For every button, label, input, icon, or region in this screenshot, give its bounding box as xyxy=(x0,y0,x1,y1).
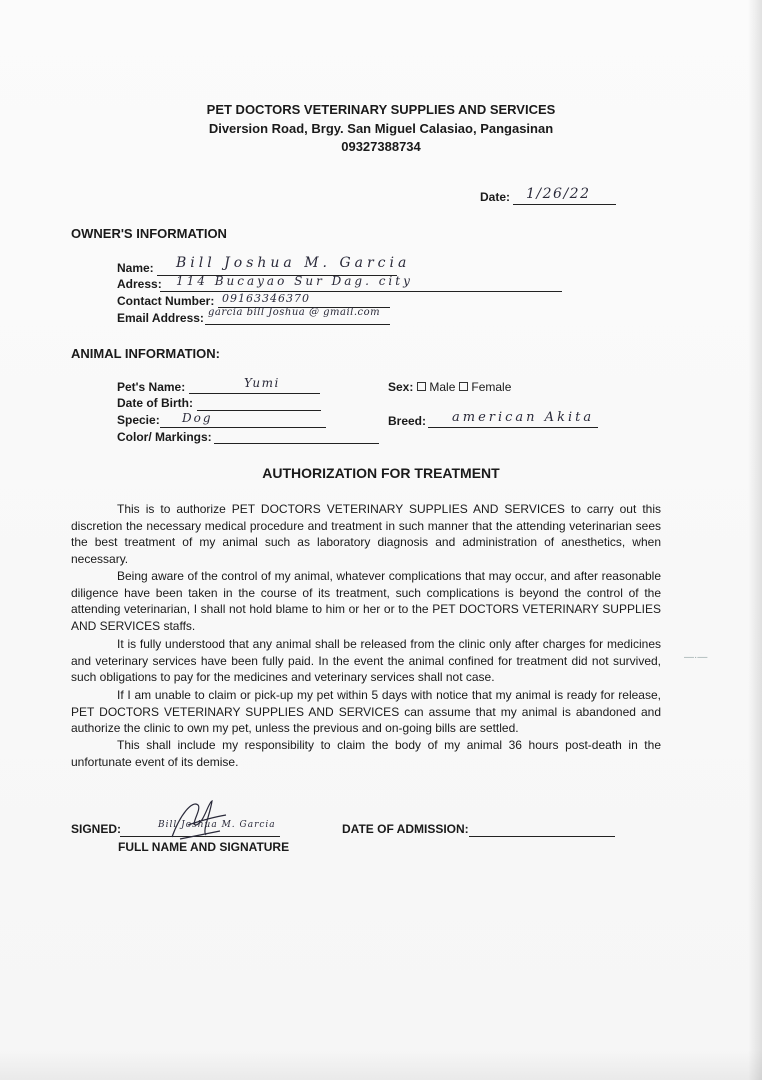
color-markings-label: Color/ Markings: xyxy=(117,430,212,444)
color-markings-line xyxy=(214,443,379,444)
scan-mark: —·— xyxy=(684,652,708,663)
owner-name-value: Bill Joshua M. Garcia xyxy=(176,255,411,271)
date-line xyxy=(513,204,616,205)
company-name: PET DOCTORS VETERINARY SUPPLIES AND SERVICES xyxy=(206,102,556,117)
signed-name-value: Bill Joshua M. Garcia xyxy=(158,820,276,830)
owner-address-label: Adress: xyxy=(117,277,162,291)
signed-label: SIGNED: xyxy=(71,822,122,836)
breed-label: Breed: xyxy=(388,414,427,428)
authorization-paragraph-5: This shall include my responsibility to claim the body of my animal 36 hours post-death in the unfortunate event of its demise. xyxy=(71,738,661,769)
company-phone: 09327388734 xyxy=(341,139,421,154)
date-value: 1/26/22 xyxy=(526,186,591,202)
authorization-title: AUTHORIZATION FOR TREATMENT xyxy=(262,465,500,481)
date-label: Date: xyxy=(480,190,511,204)
female-option-label: Female xyxy=(471,380,512,394)
owner-section-title: OWNER'S INFORMATION xyxy=(71,226,227,241)
owner-contact-value: 09163346370 xyxy=(222,292,310,305)
owner-email-label: Email Address: xyxy=(117,311,204,325)
dob-line xyxy=(197,410,321,411)
dob-label: Date of Birth: xyxy=(117,396,193,410)
authorization-paragraph-4: If I am unable to claim or pick-up my pet within 5 days with notice that my animal is ready for release, PET DOCTORS VETERINARY SUPPLIES AND SERVICES can assume that my animal is abandoned and authorize the clinic to own my pet, unless the previous and on-going bills are settled. xyxy=(71,688,661,736)
breed-line xyxy=(428,427,598,428)
authorization-paragraph-2: Being aware of the control of my animal, whatever complications that may occur, and after reasonable diligence have been taken in the course of its treatment, such complications is beyond the control of the attending veterinarian, I shall not hold blame to him or her or to the PET DOCTORS VETERINARY SUPPLIES AND SERVICES staffs. xyxy=(71,569,661,633)
signature-caption: FULL NAME AND SIGNATURE xyxy=(118,840,290,854)
authorization-paragraph-3: It is fully understood that any animal shall be released from the clinic only after charges for medicines and veterinary services have been fully paid. In the event the animal confined for treatment did not survived, such obligations to pay for the medicines and veterinary services shall not case. xyxy=(71,637,661,685)
owner-contact-label: Contact Number: xyxy=(117,294,215,308)
breed-value: american Akita xyxy=(452,410,595,425)
owner-email-line xyxy=(205,324,390,325)
sex-field xyxy=(388,380,511,394)
female-checkbox[interactable] xyxy=(459,382,468,391)
admission-date-line xyxy=(469,836,615,837)
owner-name-label: Name: xyxy=(117,261,154,275)
pet-name-line xyxy=(189,393,320,394)
owner-address-value: 114 Bucayao Sur Dag. city xyxy=(176,274,413,288)
male-checkbox[interactable] xyxy=(417,382,426,391)
page-bottom-shadow xyxy=(0,1050,762,1080)
specie-line xyxy=(160,427,326,428)
sex-label: Sex: xyxy=(388,380,414,394)
pet-name-label: Pet's Name: xyxy=(117,380,186,394)
admission-date-label: DATE OF ADMISSION: xyxy=(342,822,469,836)
company-address: Diversion Road, Brgy. San Miguel Calasiao, Pangasinan xyxy=(208,121,554,136)
specie-value: Dog xyxy=(182,411,213,425)
pet-name-value: Yumi xyxy=(244,376,280,390)
signature-scribble xyxy=(150,795,240,845)
animal-section-title: ANIMAL INFORMATION: xyxy=(71,346,220,361)
page-edge-shadow xyxy=(748,0,762,1080)
specie-label: Specie: xyxy=(117,413,160,427)
owner-email-value: garcia bill Joshua @ gmail.com xyxy=(208,307,381,318)
owner-address-line xyxy=(160,291,562,292)
authorization-paragraph-1: This is to authorize PET DOCTORS VETERINARY SUPPLIES AND SERVICES to carry out this discretion the necessary medical procedure and treatment in such manner that the attending veterinarian sees the best treatment of my animal such as laboratory diagnosis and administration of anesthetics, when necessary. xyxy=(71,502,661,566)
male-option-label: Male xyxy=(429,380,456,394)
